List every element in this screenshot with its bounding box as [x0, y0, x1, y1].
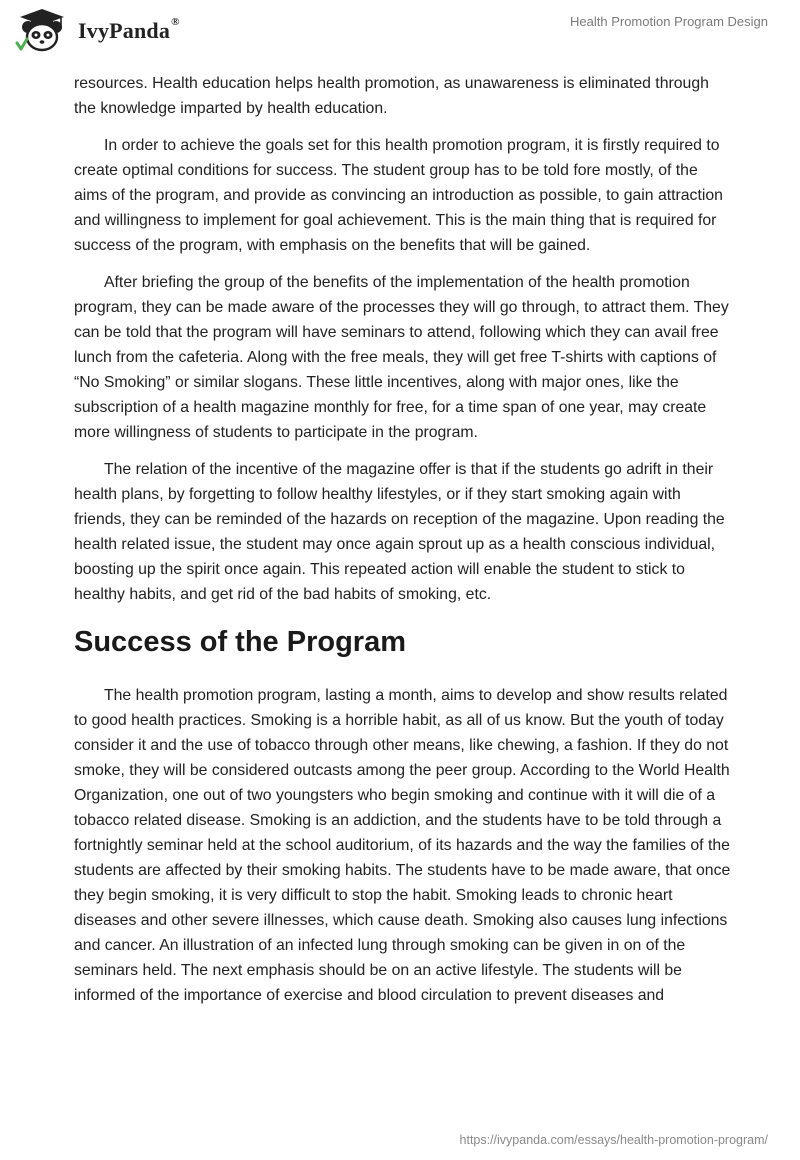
paragraph: resources. Health education helps health promotion, as unawareness is eliminated through the knowledge imparted by health education. [74, 75, 709, 117]
document-title: Health Promotion Program Design [570, 14, 768, 29]
paragraph: The relation of the incentive of the magazine offer is that if the students go adrift in their health plans, by forgetting to follow healthy lifestyles, or if they start smoking again with friends, they can be reminded of the hazards on reception of the magazine. Upon reading the health related issue, the student may once again sprout up as a health conscious individual, boosting up the spirit once again. This repeated action will enable the student to stick to healthy habits, and get rid of the bad habits of smoking, etc. [74, 461, 725, 603]
brand-name: IvyPanda® [78, 16, 180, 43]
section-heading: Success of the Program [74, 626, 406, 658]
paragraph: The health promotion program, lasting a month, aims to develop and show results related to good health practices. Smoking is a horrible habit, as all of us know. But the youth of today consider it and the use of tobacco through other means, like chewing, a fashion. If they do not smoke, they will be considered outcasts among the peer group. According to the World Health Organization, one out of two youngsters who begin smoking and continue with it will die of a tobacco related disease. Smoking is an addiction, and the students have to be told through a fortnightly seminar held at the school auditorium, of its hazards and the way the families of the students are affected by their smoking habits. The students have to be made aware, that once they begin smoking, it is very difficult to stop the habit. Smoking leads to chronic heart diseases and other severe illnesses, which cause death. Smoking also causes lung infections and cancer. An illustration of an infected lung through smoking can be given in on of the seminars held. The next emphasis should be on an active lifestyle. The students will be informed of the importance of exercise and blood circulation to prevent diseases and [74, 687, 731, 1004]
page-header [0, 0, 800, 60]
source-url[interactable]: https://ivypanda.com/essays/health-promotion-program/ [459, 1133, 768, 1147]
paragraph: After briefing the group of the benefits of the implementation of the health promotion program, they can be made aware of the processes they will go through, to attract them. They can be told that the program will have seminars to attend, following which they can avail free lunch from the cafeteria. Along with the free meals, they will get free T-shirts with captions of “No Smoking” or similar slogans. These little incentives, along with major ones, like the subscription of a health magazine monthly for free, for a time span of one year, may create more willingness of students to participate in the program. [74, 274, 729, 441]
paragraph: In order to achieve the goals set for this health promotion program, it is firstly required to create optimal conditions for success. The student group has to be told fore mostly, of the aims of the program, and provide as convincing an introduction as possible, to gain attraction and willingness to implement for goal achievement. This is the main thing that is required for success of the program, with emphasis on the benefits that will be gained. [74, 137, 723, 254]
site-logo[interactable] [14, 7, 180, 53]
panda-graduate-icon [14, 7, 70, 53]
article-body [74, 71, 734, 1020]
